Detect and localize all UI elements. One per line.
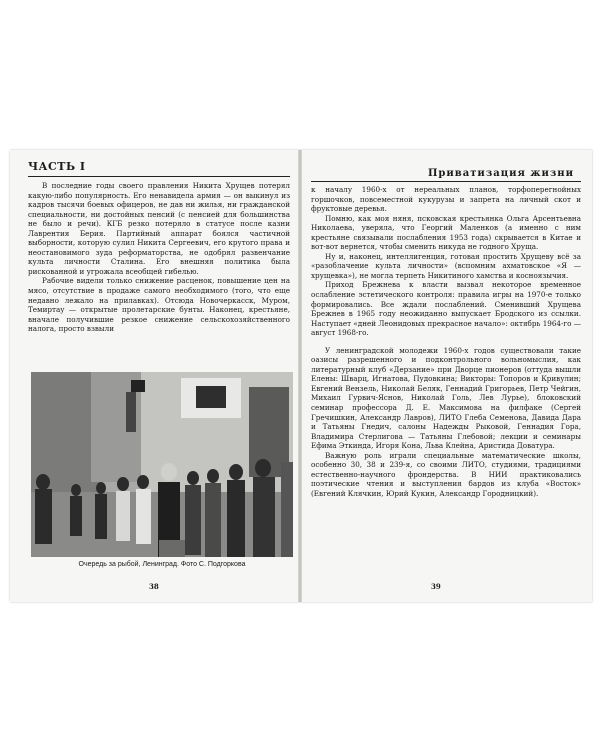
page-number-left: 38 — [149, 582, 159, 591]
paragraph: Важную роль играли специальные математические школы, особенно 30, 38 и 239-я, со своими ЛИТО, студиями, традициями естественно-научного фрондерства. В НИИ практиковались поэтические чтения и выступления бардов из клуба «Восток» (Евгений Клячкин, Юрий Кукин, Александр Городницкий). — [311, 450, 581, 498]
header-rule — [28, 176, 290, 177]
left-page — [10, 150, 299, 602]
paragraph: В последние годы своего правления Никита Хрущев потерял какую-либо популярность. Его ненавидела армия — он выкинул из кадров тысячи боевых офицеров, не дав ни жилья, ни гражданской специальности, ни достойных пенсий (с пенсией для большинства не было и речи). КГБ резко потеряло в статусе после казни Лаврентия Берия. Партийный аппарат боялся частичной выборности, которую сулил Никита Сергеевич, его крутого права и неостановимого зуда реформаторства, не одобрял развенчание культа личности Сталина. Его внешняя политика была рискованной и угрожала всеобщей гибелью. — [28, 181, 290, 276]
right-running-header: Приватизация жизни — [427, 168, 574, 179]
paragraph: Рабочие видели только снижение расценок, повышение цен на мясо, отсутствие в продаже самого необходимого (того, что еще недавно лежало на прилавках). Отсюда Новочеркасск, Муром, Темиртау — открытые пролетарские бунты. Наконец, крестьяне, вначале получившие резкое снижение сельскохозяйственного налога, просто взвыли — [28, 276, 290, 334]
photo-illustration — [31, 372, 293, 557]
photo-caption: Очередь за рыбой, Ленинград. Фото С. Подгоркова — [78, 561, 246, 568]
paragraph: к началу 1960-х от нереальных планов, торфоперегнойных горшочков, повсеместной кукурузы и запрета на личный скот и фруктовые деревья. — [311, 185, 581, 214]
header-rule — [311, 181, 581, 182]
paragraph: Помню, как моя няня, псковская крестьянка Ольга Арсентьевна Николаева, уверяла, что Георгий Маленков (а именно с ним крестьяне связывали послабления 1953 года) скрывается в Китае и вот-вот вернется, чтобы сменить никуда не годного Хруща. — [311, 213, 581, 252]
paragraph: У ленинградской молодежи 1960-х годов существовали такие оазисы разрешенного и подконтрольного вольномыслия, как литературный клуб «Дерзание» при Дворце пионеров (оттуда вышли Елены: Шварц, Игнатова, Пудовкина; Викторы: Топоров и Кривулин; Евгений Вензель, Николай Беляк, Геннадий Григорьев, Петр Чейгин, Михаил Гурвич-Яснов, Николай Голь, Лев Лурье), блоковский семинар профессора Д. Е. Максимова на филфаке (Сергей Гречишкин, Александр Лавров), ЛИТО Глеба Семенова, Давида Дара и Татьяны Гнедич, салоны Надежды Рыковой, Геннадия Гора, Владимира Стерлигова — Татьяны Глебовой; лекции и семинары Ефима Эткинда, Игоря Кона, Льва Клейна, Аристида Доватура. — [311, 345, 581, 451]
paragraph: Приход Брежнева к власти вызвал некоторое временное ослабление эстетического контроля: правила игры на 1970-е только формировались. Все ждали послаблений. Сменивший Хрущева Брежнев в 1965 году неожиданно выпускает Бродского из ссылки. Наступает «дней Леонидовых прекрасное начало»: октябрь 1964-го — август 1968-го. — [311, 280, 581, 338]
page-number-right: 39 — [431, 582, 441, 591]
paragraph-gap — [311, 338, 581, 346]
left-body-text — [28, 181, 290, 334]
left-running-header: ЧАСТЬ I — [28, 160, 86, 173]
paragraph: Ну и, наконец, интеллигенция, готовая простить Хрущеву всё за «разоблачение культа личности» (вспомним ахматовское «Я — хрущевка»), не могла терпеть Никитиного хамства и косноязычия. — [311, 251, 581, 280]
street-queue-photo — [31, 372, 293, 557]
right-page — [301, 150, 592, 602]
right-body-text — [311, 185, 581, 499]
book-spread — [10, 150, 592, 602]
